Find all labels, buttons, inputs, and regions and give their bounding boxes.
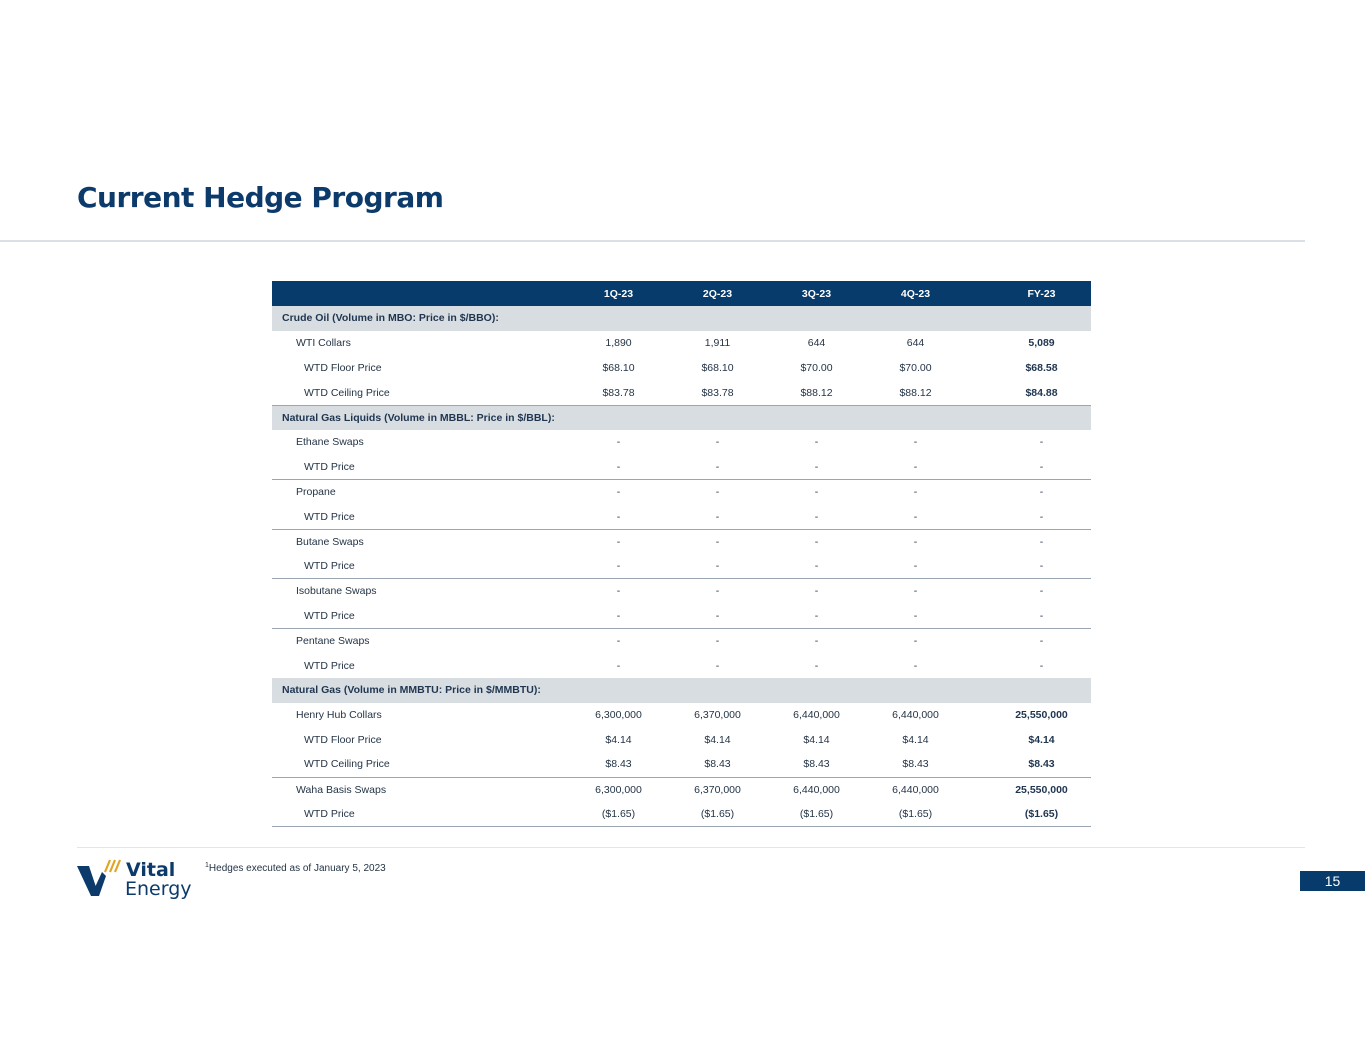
row-label: Henry Hub Collars — [296, 709, 382, 722]
cell-value: $4.14 — [902, 733, 929, 746]
cell-fy-total: - — [1039, 486, 1044, 499]
row-label: WTD Price — [272, 455, 569, 480]
table-row — [272, 480, 1091, 505]
table-row — [272, 604, 1091, 629]
cell-value: $68.10 — [701, 361, 734, 374]
section-heading: Natural Gas (Volume in MMBTU: Price in $/MMBTU): — [272, 678, 1091, 703]
title-divider — [0, 240, 1305, 242]
cell-value: ($1.65) — [866, 802, 965, 827]
cell-value: - — [616, 585, 621, 598]
cell-value: - — [616, 635, 621, 647]
table-row — [272, 653, 1091, 678]
cell-fy-total: ($1.65) — [965, 802, 1091, 827]
row-label: WTD Price — [272, 604, 569, 629]
row-label: WTI Collars — [296, 337, 351, 350]
cell-fy-total: - — [965, 455, 1091, 480]
company-logo — [77, 858, 202, 902]
table-row — [272, 529, 1091, 554]
cell-value: ($1.65) — [668, 802, 767, 827]
cell-value: - — [569, 504, 668, 529]
cell-value: - — [814, 585, 819, 598]
cell-value: - — [913, 585, 918, 598]
row-label: WTD Price — [272, 554, 569, 579]
cell-value: - — [913, 436, 918, 449]
row-label: WTD Floor Price — [304, 733, 382, 746]
cell-value: 1,890 — [605, 337, 632, 350]
cell-value: - — [715, 486, 720, 499]
cell-value: - — [715, 585, 720, 598]
cell-value: - — [569, 604, 668, 629]
table-row — [272, 430, 1091, 455]
cell-value: - — [668, 455, 767, 480]
header-4q23: 4Q-23 — [866, 281, 965, 306]
table-row — [272, 777, 1091, 802]
cell-value: - — [767, 604, 866, 629]
cell-fy-total: 5,089 — [1028, 337, 1055, 350]
row-label: Pentane Swaps — [296, 635, 370, 647]
cell-value: - — [715, 535, 720, 548]
cell-value: - — [616, 436, 621, 449]
cell-value: 1,911 — [704, 337, 731, 350]
header-3q23: 3Q-23 — [767, 281, 866, 306]
cell-fy-total: - — [1039, 635, 1044, 647]
row-label: WTD Ceiling Price — [272, 752, 569, 777]
row-label: Butane Swaps — [296, 535, 364, 548]
cell-value: - — [767, 504, 866, 529]
cell-fy-total: - — [965, 504, 1091, 529]
cell-value: - — [616, 659, 621, 672]
table-row — [272, 455, 1091, 480]
cell-value: $8.43 — [668, 752, 767, 777]
cell-value: $88.12 — [866, 380, 965, 405]
header-1q23: 1Q-23 — [569, 281, 668, 306]
cell-value: - — [913, 535, 918, 548]
footer-divider — [77, 847, 1305, 848]
table-row — [272, 504, 1091, 529]
header-2q23: 2Q-23 — [668, 281, 767, 306]
page-number: 15 — [1300, 871, 1365, 891]
cell-value: $8.43 — [767, 752, 866, 777]
cell-value: - — [913, 635, 918, 647]
row-label: WTD Price — [304, 659, 355, 672]
section-ngl — [272, 405, 1091, 430]
cell-value: - — [767, 455, 866, 480]
table-row — [272, 728, 1091, 753]
cell-fy-total: - — [1039, 436, 1044, 449]
cell-value: - — [866, 604, 965, 629]
row-label: WTD Price — [272, 802, 569, 827]
cell-value: $8.43 — [569, 752, 668, 777]
cell-value: 6,370,000 — [694, 709, 741, 722]
cell-value: 6,300,000 — [595, 783, 642, 796]
cell-value: $68.10 — [602, 361, 635, 374]
header-fy23: FY-23 — [965, 281, 1091, 306]
cell-value: 644 — [807, 337, 826, 350]
table-row — [272, 802, 1091, 827]
cell-value: - — [668, 604, 767, 629]
cell-fy-total: 25,550,000 — [1015, 783, 1068, 796]
cell-value: - — [767, 554, 866, 579]
table-row — [272, 703, 1091, 728]
cell-value: $4.14 — [605, 733, 632, 746]
cell-value: $83.78 — [668, 380, 767, 405]
cell-value: $8.43 — [866, 752, 965, 777]
table-row — [272, 554, 1091, 579]
cell-fy-total: - — [965, 554, 1091, 579]
cell-value: $83.78 — [569, 380, 668, 405]
section-heading: Natural Gas Liquids (Volume in MBBL: Price in $/BBL): — [272, 405, 1091, 430]
cell-value: ($1.65) — [767, 802, 866, 827]
hedge-table — [272, 281, 1091, 827]
row-label: Ethane Swaps — [296, 436, 364, 449]
cell-value: - — [616, 486, 621, 499]
logo-word-vital: Vital — [126, 859, 176, 881]
cell-fy-total: - — [965, 604, 1091, 629]
cell-value: $4.14 — [803, 733, 830, 746]
footnote-marker: 1 — [205, 862, 209, 869]
section-crude-oil — [272, 306, 1091, 331]
cell-value: $70.00 — [800, 361, 833, 374]
cell-value: - — [814, 659, 819, 672]
cell-value: 6,440,000 — [892, 783, 939, 796]
row-label: WTD Price — [272, 504, 569, 529]
table-row — [272, 579, 1091, 604]
cell-value: - — [866, 455, 965, 480]
row-label: Propane — [296, 486, 336, 499]
cell-value: - — [715, 635, 720, 647]
cell-value: - — [814, 486, 819, 499]
section-heading: Crude Oil (Volume in MBO: Price in $/BBO): — [272, 306, 1091, 331]
cell-value: - — [715, 659, 720, 672]
header-label-cell — [272, 281, 569, 306]
cell-value: 6,440,000 — [793, 709, 840, 722]
row-label: Isobutane Swaps — [296, 585, 377, 598]
cell-fy-total: 25,550,000 — [1015, 709, 1068, 722]
cell-value: - — [569, 455, 668, 480]
vital-energy-mark-icon — [77, 858, 125, 900]
cell-value: ($1.65) — [569, 802, 668, 827]
cell-value: - — [715, 436, 720, 449]
cell-value: $70.00 — [899, 361, 932, 374]
cell-value: 6,440,000 — [793, 783, 840, 796]
cell-value: - — [616, 535, 621, 548]
cell-fy-total: - — [1039, 659, 1044, 672]
row-label: WTD Ceiling Price — [272, 380, 569, 405]
footnote — [205, 862, 386, 874]
cell-value: - — [814, 436, 819, 449]
table-row — [272, 356, 1091, 381]
cell-value: $88.12 — [767, 380, 866, 405]
cell-fy-total: $68.58 — [1025, 361, 1058, 374]
cell-value: - — [814, 535, 819, 548]
cell-fy-total: - — [1039, 535, 1044, 548]
cell-value: - — [913, 486, 918, 499]
row-label: Waha Basis Swaps — [296, 783, 387, 796]
section-natural-gas — [272, 678, 1091, 703]
table-header-row — [272, 281, 1091, 306]
cell-fy-total: $8.43 — [965, 752, 1091, 777]
cell-value: - — [866, 504, 965, 529]
cell-value: - — [668, 554, 767, 579]
cell-fy-total: $84.88 — [965, 380, 1091, 405]
footnote-text: Hedges executed as of January 5, 2023 — [208, 863, 386, 874]
table-row — [272, 380, 1091, 405]
cell-value: - — [814, 635, 819, 647]
cell-value: - — [866, 554, 965, 579]
cell-value: $4.14 — [704, 733, 731, 746]
cell-value: - — [569, 554, 668, 579]
table-row — [272, 752, 1091, 777]
cell-value: - — [668, 504, 767, 529]
table-row — [272, 628, 1091, 653]
page-title: Current Hedge Program — [77, 181, 444, 214]
cell-fy-total: $4.14 — [1028, 733, 1055, 746]
cell-value: 644 — [906, 337, 925, 350]
logo-word-energy: Energy — [125, 878, 192, 900]
cell-value: 6,370,000 — [694, 783, 741, 796]
cell-value: - — [913, 659, 918, 672]
cell-fy-total: - — [1039, 585, 1044, 598]
cell-value: 6,300,000 — [595, 709, 642, 722]
row-label: WTD Floor Price — [304, 361, 382, 374]
table-row — [272, 331, 1091, 356]
cell-value: 6,440,000 — [892, 709, 939, 722]
